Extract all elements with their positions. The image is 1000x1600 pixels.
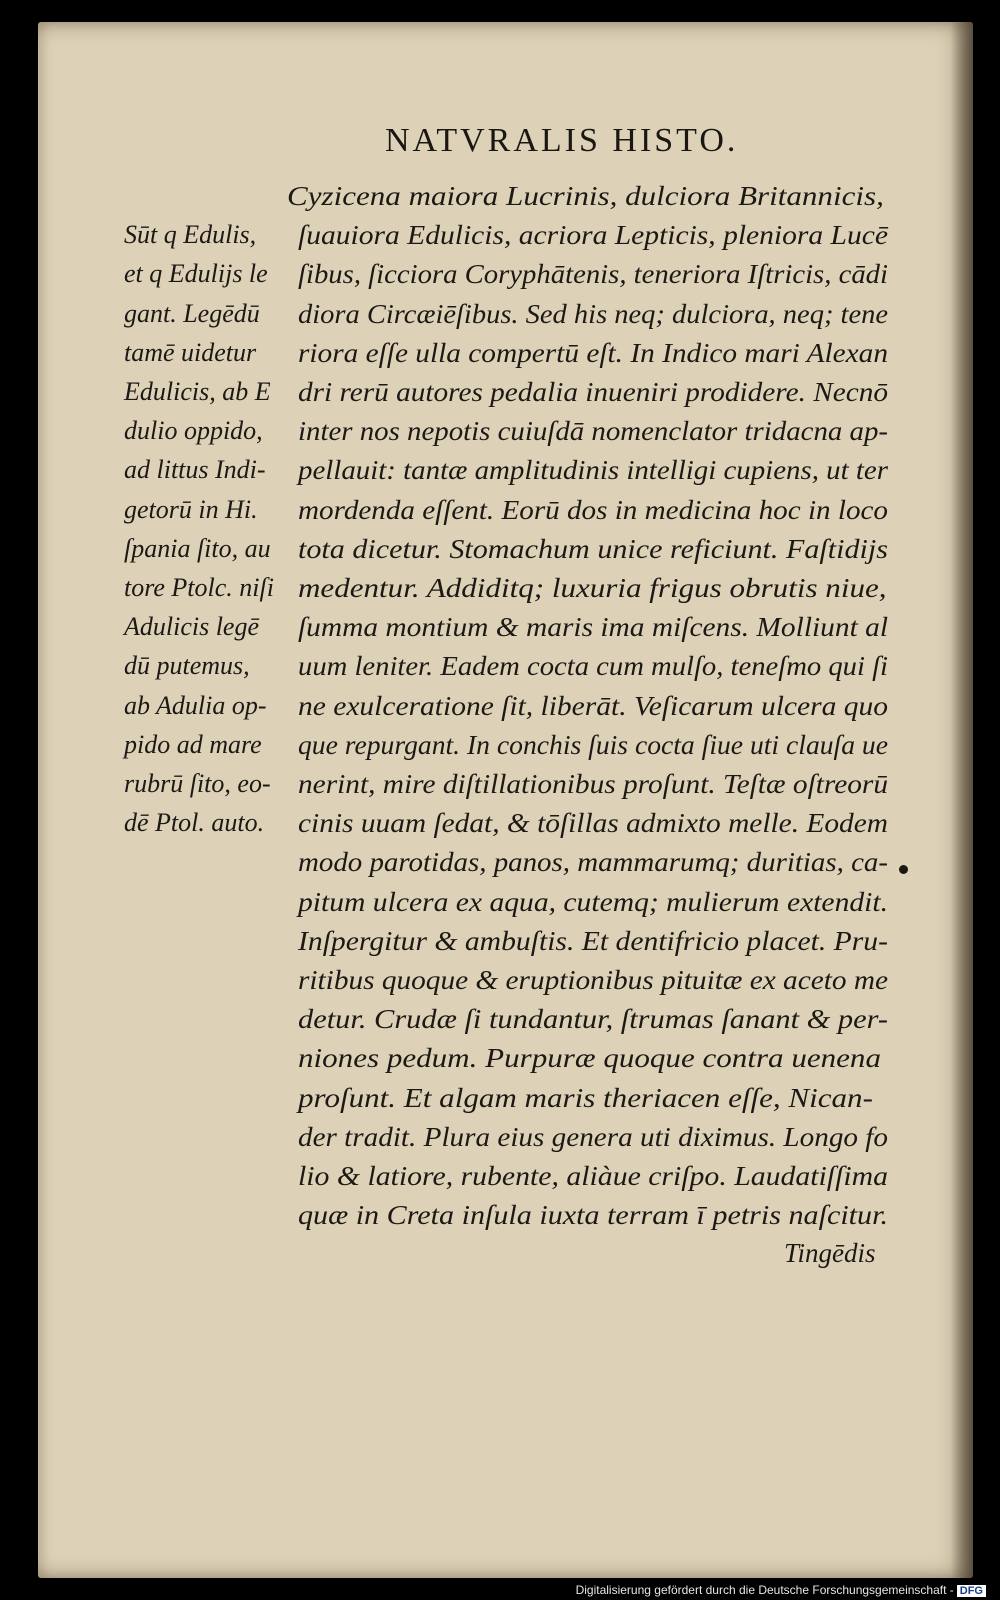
text-line: pitum ulcera ex aqua, cutemq; mulierum extendit. — [298, 886, 888, 917]
margin-note-line: getorū in Hi. — [124, 494, 258, 524]
text-line: cinis uuam ſedat, & tōſillas admixto melle. Eodem — [298, 808, 888, 839]
margin-note-line: Edulicis, ab E — [124, 377, 271, 406]
text-line: nerint, mire diſtillationibus proſunt. Teſtæ oſtreorū — [298, 769, 888, 799]
text-line: mordenda eſſent. Eorū dos in medicina hoc in loco — [298, 494, 888, 525]
text-line: detur. Crudæ ſi tundantur, ſtrumas ſanant & per- — [298, 1004, 888, 1035]
text-line: ſumma montium & maris ima miſcens. Molliunt al — [298, 612, 888, 643]
text-line: inter nos nepotis cuiuſdā nomenclator tridacna ap- — [298, 416, 888, 447]
running-head: NATVRALIS HISTO. — [385, 122, 739, 159]
margin-note-line: Adulicis legē — [124, 612, 260, 642]
margin-note-line: ab Adulia op- — [124, 690, 267, 720]
margin-note-line: rubrū ſito, eo- — [124, 769, 271, 798]
dfg-logo: DFG — [957, 1585, 986, 1597]
text-line: proſunt. Et algam maris theriacen eſſe, Nican- — [298, 1082, 873, 1113]
text-line: medentur. Addiditq; luxuria frigus obrutis niue, — [298, 573, 887, 603]
margin-note-line: pido ad mare — [124, 729, 262, 759]
text-line: ritibus quoque & eruptionibus pituitæ ex aceto me — [298, 965, 889, 995]
footer-credit — [576, 1583, 986, 1597]
page-spine-shadow — [951, 22, 973, 1578]
text-line: ſibus, ſicciora Coryphātenis, teneriora Iſtricis, cādi — [298, 259, 888, 290]
margin-bullet-mark — [899, 865, 908, 874]
text-line: dri rerū autores pedalia inueniri prodidere. Necnō — [298, 377, 888, 407]
text-line: modo parotidas, panos, mammarumq; duritias, ca- — [298, 847, 888, 878]
text-line: uum leniter. Eadem cocta cum mulſo, teneſmo qui ſi — [298, 651, 888, 682]
text-line: ne exulceratione ſit, liberāt. Veſicarum ulcera quo — [298, 690, 888, 721]
margin-note-line: et q Edulijs le — [124, 259, 268, 289]
margin-note-line: ad littus Indi- — [124, 455, 266, 485]
text-line: Inſpergitur & ambuſtis. Et dentifricio placet. Pru- — [298, 925, 888, 956]
text-line: quæ in Creta inſula iuxta terram ī petris naſcitur. — [298, 1200, 888, 1231]
text-line: der tradit. Plura eius genera uti diximus. Longo fo — [298, 1121, 888, 1152]
margin-note-line: gant. Legēdū — [124, 298, 260, 328]
margin-note-line: dulio oppido, — [124, 416, 263, 446]
text-line: pellauit: tantæ amplitudinis intelligi cupiens, ut ter — [298, 455, 888, 486]
text-line: Cyzicena maiora Lucrinis, dulciora Britannicis, — [287, 181, 884, 211]
margin-note-line: ſpania ſito, au — [124, 533, 271, 563]
text-line: tota dicetur. Stomachum unice reficiunt. Faſtidijs — [298, 533, 888, 564]
margin-note-line: tamē uidetur — [124, 337, 257, 367]
margin-note-line: Sūt q Edulis, — [124, 220, 257, 250]
text-line: riora eſſe ulla compertū eſt. In Indico mari Alexan — [298, 337, 888, 368]
text-line: diora Circæiēſibus. Sed his neq; dulciora, neq; tene — [298, 298, 888, 329]
catchword: Tingēdis — [784, 1238, 876, 1268]
text-line: ſuauiora Edulicis, acriora Lepticis, pleniora Lucē — [298, 220, 888, 251]
margin-note-line: tore Ptolc. niſi — [124, 573, 274, 602]
text-line: niones pedum. Purpuræ quoque contra uenena — [298, 1043, 881, 1074]
margin-note-line: dē Ptol. auto. — [124, 808, 265, 838]
text-line: lio & latiore, rubente, aliàue criſpo. Laudatiſſima — [298, 1161, 888, 1191]
footer-text: Digitalisierung gefördert durch die Deutsche Forschungsgemeinschaft - — [575, 1583, 954, 1597]
margin-note-line: dū putemus, — [124, 651, 250, 681]
text-line: que repurgant. In conchis ſuis cocta ſiue uti clauſa ue — [298, 729, 888, 760]
